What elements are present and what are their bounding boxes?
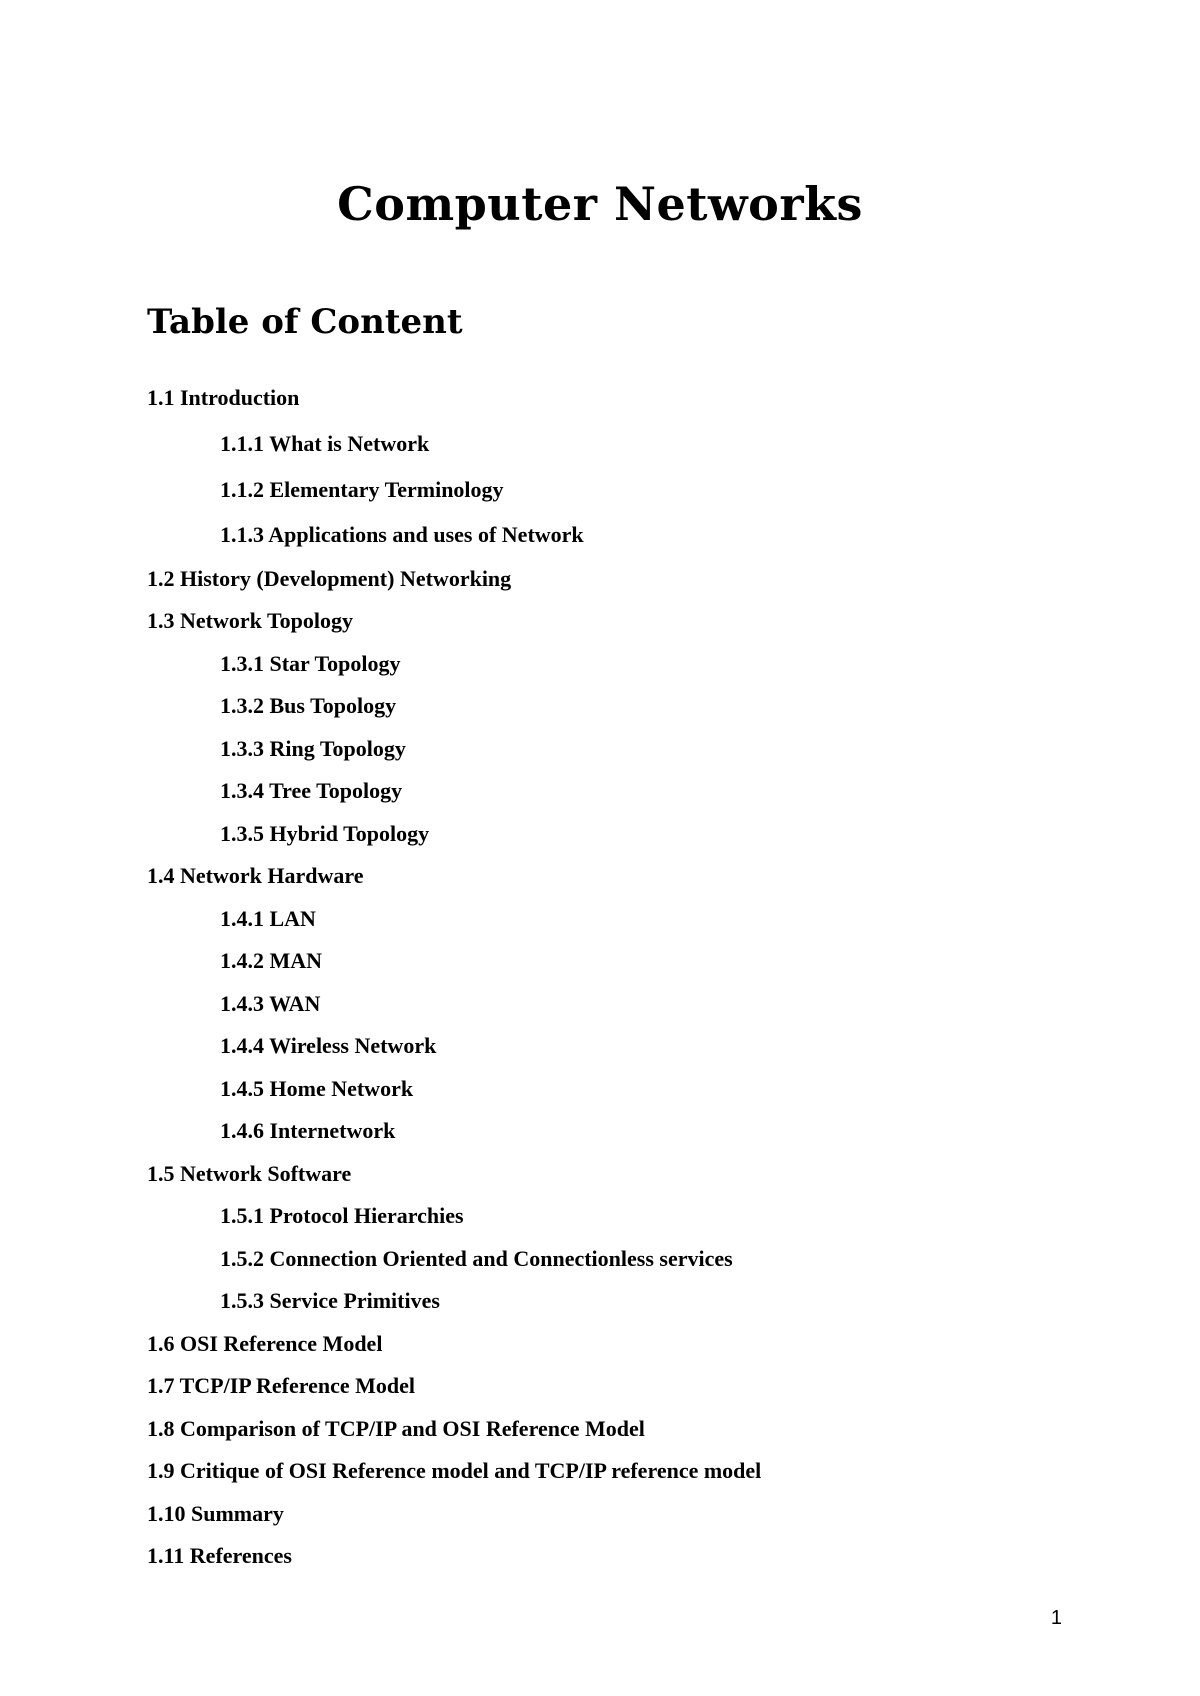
toc-section-item: 1.4 Network Hardware	[147, 863, 364, 888]
toc-section-item: 1.6 OSI Reference Model	[147, 1330, 383, 1356]
toc-heading: Table of Content	[147, 302, 463, 342]
toc-subsection-item: 1.4.1 LAN	[220, 905, 316, 931]
toc-section-item: 1.3 Network Topology	[147, 608, 353, 633]
toc-subsection-item: 1.4.3 WAN	[220, 990, 321, 1016]
toc-subsection-item: 1.1.1 What is Network	[220, 431, 430, 456]
toc-subsection-item: 1.3.1 Star Topology	[220, 650, 401, 676]
toc-section-item: 1.9 Critique of OSI Reference model and TCP/IP reference model	[147, 1458, 762, 1483]
table-of-contents	[147, 375, 1107, 1578]
toc-subsection-item: 1.4.6 Internetwork	[220, 1118, 396, 1143]
toc-subsection-item: 1.4.2 MAN	[220, 948, 323, 973]
toc-subsection-item: 1.3.3 Ring Topology	[220, 735, 406, 761]
toc-section-item: 1.7 TCP/IP Reference Model	[147, 1373, 416, 1398]
toc-subsection-item: 1.3.5 Hybrid Topology	[220, 820, 430, 846]
toc-subsection-item: 1.4.4 Wireless Network	[220, 1033, 437, 1058]
toc-section-item: 1.5 Network Software	[147, 1160, 352, 1186]
toc-section-item: 1.1 Introduction	[147, 385, 300, 410]
toc-subsection-item: 1.1.2 Elementary Terminology	[220, 476, 504, 502]
toc-section-item: 1.10 Summary	[147, 1500, 284, 1526]
toc-section-item: 1.11 References	[147, 1543, 292, 1568]
toc-subsection-item: 1.1.3 Applications and uses of Network	[220, 522, 584, 547]
toc-section-item: 1.2 History (Development) Networking	[147, 565, 512, 591]
toc-subsection-item: 1.3.4 Tree Topology	[220, 778, 403, 803]
toc-subsection-item: 1.5.1 Protocol Hierarchies	[220, 1203, 464, 1228]
toc-subsection-item: 1.5.2 Connection Oriented and Connectionless services	[220, 1245, 733, 1271]
toc-subsection-item: 1.5.3 Service Primitives	[220, 1288, 440, 1313]
page-number: 1	[1050, 1607, 1062, 1629]
toc-subsection-item: 1.4.5 Home Network	[220, 1075, 414, 1101]
toc-section-item: 1.8 Comparison of TCP/IP and OSI Reference Model	[147, 1415, 645, 1441]
document-title: Computer Networks	[337, 177, 863, 231]
toc-subsection-item: 1.3.2 Bus Topology	[220, 693, 397, 718]
